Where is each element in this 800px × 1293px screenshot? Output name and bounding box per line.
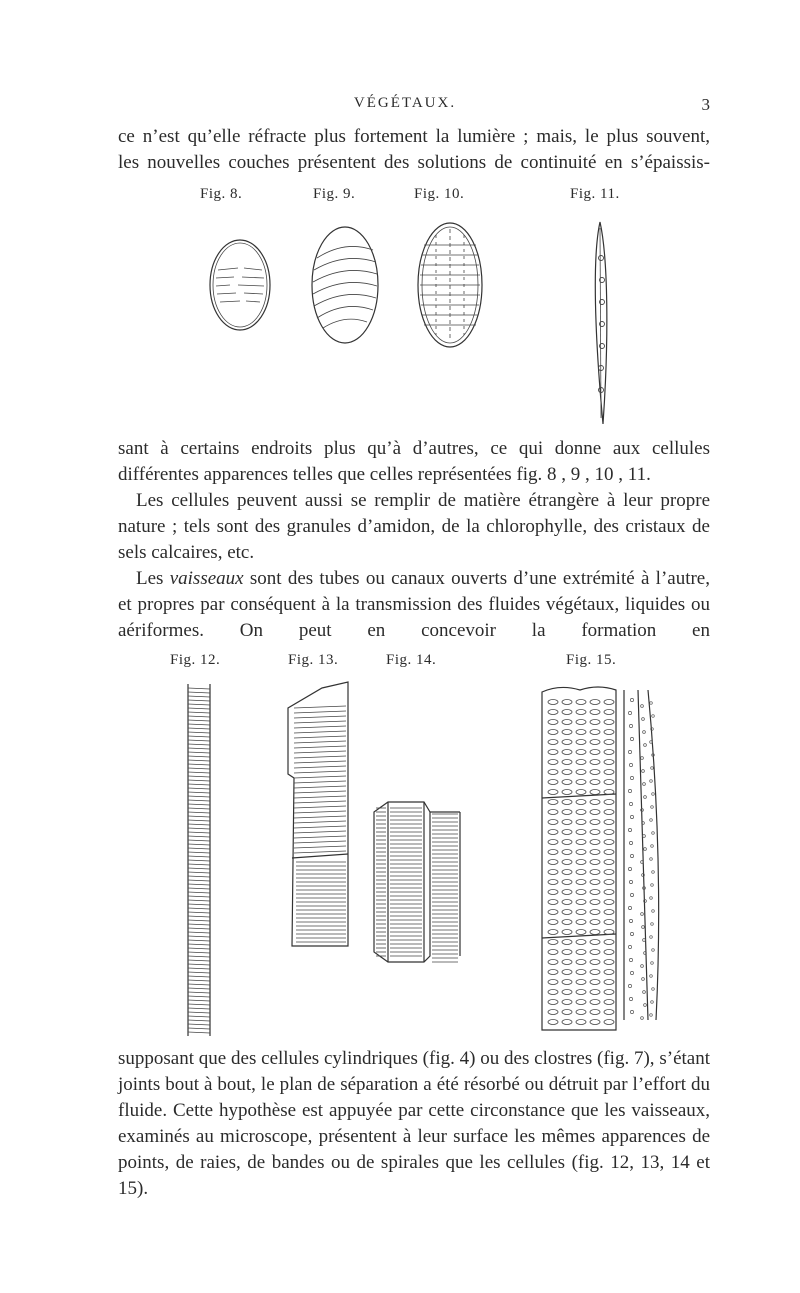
fig-10-label: Fig. 10. — [414, 186, 465, 202]
fig-11-spindle-cell-illustration — [575, 218, 625, 428]
paragraph-vessel-formation: supposant que des cellules cylindriques (fig. 4) ou des clostres (fig. 7), s’étant joints bout à bout, le plan de séparation a été résorbé ou détruit par l’effort du fluide. Cette hypothèse est appuyée par cette circonstance que les vaisseaux, examinés au microscope, présentent à leur surface les mêmes apparences de points, de raies, de bandes ou de spirales que les cellules (fig. 12, 13, 14 et 15). — [118, 1048, 710, 1199]
term-vaisseaux: vaisseaux — [169, 568, 244, 589]
fig-8-label: Fig. 8. — [200, 186, 243, 202]
paragraph-cell-contents: Les cellules peuvent aussi se remplir de matière étrangère à leur propre nature ; tels sont des granules d’amidon, de la chlorophylle, des cristaux de sels calcaires, etc. — [118, 490, 710, 563]
fig-13-label: Fig. 13. — [288, 652, 339, 668]
fig-15-vessel-illustration — [540, 680, 670, 1040]
fig-13-vessel-illustration — [282, 678, 354, 958]
bottom-text — [118, 1046, 710, 1202]
fig-12-vessel-illustration — [180, 680, 220, 1040]
page-header — [100, 95, 710, 117]
fig-8-cell-illustration — [200, 230, 280, 340]
paragraph-cell-appearances: sant à certains endroits plus qu’à d’autres, ce qui donne aux cellules différentes apparences telles que celles représentées fig. 8 , 9 , 10 , 11. — [118, 438, 710, 485]
page-number: 3 — [701, 95, 710, 114]
fig-11-label: Fig. 11. — [570, 186, 620, 202]
fig-9-label: Fig. 9. — [313, 186, 356, 202]
fig-9-cell-illustration — [305, 220, 385, 350]
top-text-line-1: ce n’est qu’elle réfracte plus fortement la lumière ; mais, le plus souvent, — [118, 126, 710, 147]
running-head: VÉGÉTAUX. — [353, 95, 457, 111]
fig-15-label: Fig. 15. — [566, 652, 617, 668]
top-text — [118, 124, 710, 176]
paragraph-vessels: Les vaisseaux sont des tubes ou canaux ouverts d’une extrémité à l’autre, et propres par conséquent à la transmission des fluides végétaux, liquides ou aériformes. On peut en concevoir la formation en — [118, 568, 710, 641]
fig-14-vessel-illustration — [368, 796, 468, 966]
fig-10-cell-illustration — [410, 215, 490, 355]
fig-12-label: Fig. 12. — [170, 652, 221, 668]
fig-14-label: Fig. 14. — [386, 652, 437, 668]
middle-text — [118, 436, 710, 644]
top-text-line-2: les nouvelles couches présentent des solutions de continuité en s’épaissis- — [118, 152, 710, 173]
